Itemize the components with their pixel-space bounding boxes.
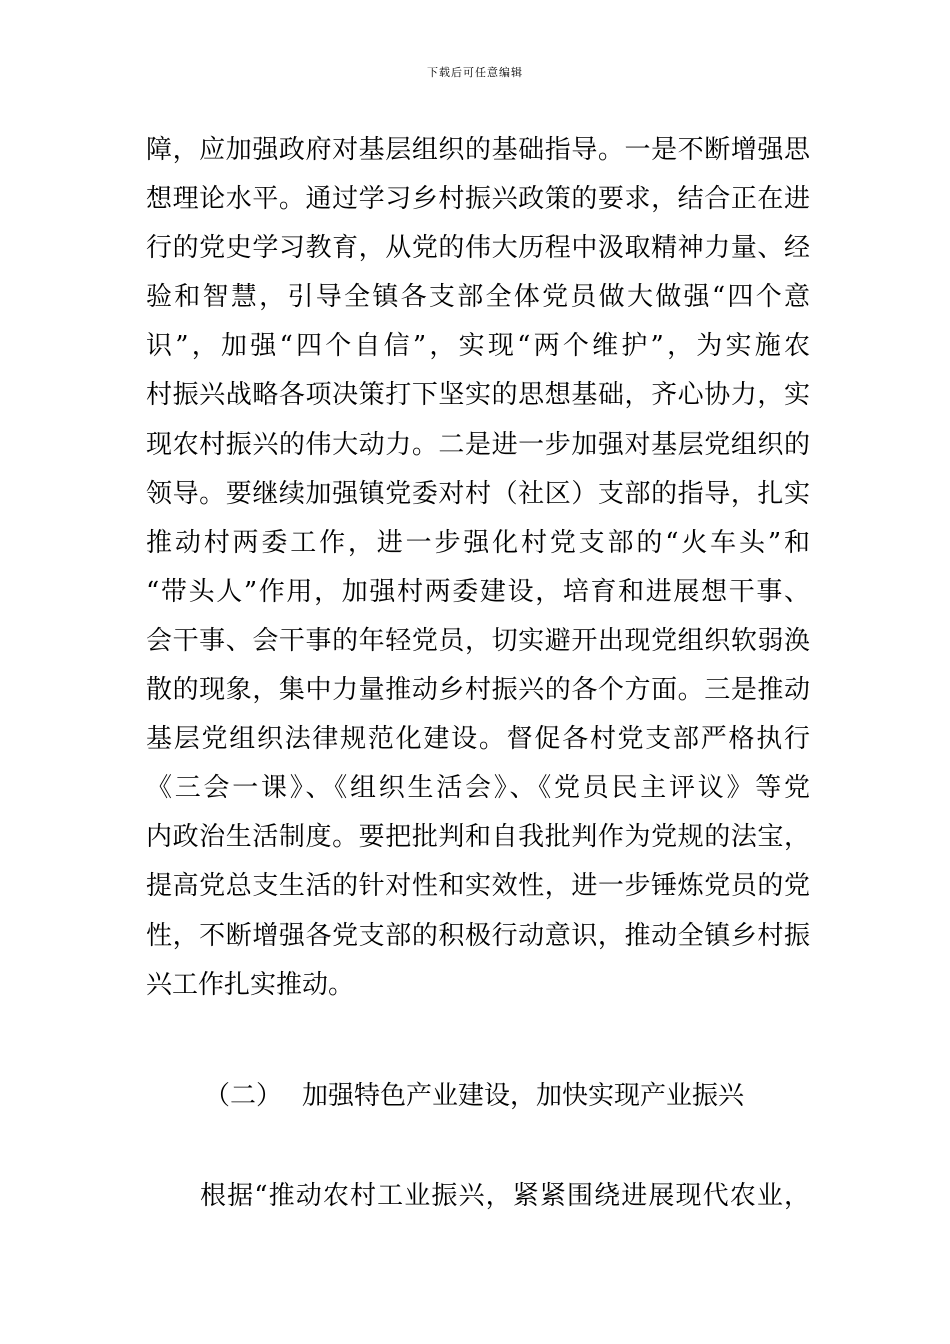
section-subheading: [204, 1072, 744, 1121]
subheading-number: （二）: [204, 1081, 283, 1111]
paragraph-line: 《三会一课》、《组织生活会》、《党员民主评议》等党: [146, 773, 810, 804]
paragraph-line: 现农村振兴的伟大动力。二是进一步加强对基层党组织的: [146, 429, 810, 460]
paragraph-line: 散的现象，集中力量推动乡村振兴的各个方面。三是推动: [146, 675, 810, 706]
paragraph-line: 想理论水平。通过学习乡村振兴政策的要求，结合正在进: [146, 184, 810, 215]
paragraph-line: 兴工作扎实推动。: [146, 969, 355, 1000]
paragraph-line: 村振兴战略各项决策打下坚实的思想基础，齐心协力，实: [146, 380, 810, 411]
paragraph-line: 行的党史学习教育，从党的伟大历程中汲取精神力量、经: [146, 233, 810, 264]
paragraph-line: 障，应加强政府对基层组织的基础指导。一是不断增强思: [146, 135, 810, 165]
paragraph-line: 验和智慧，引导全镇各支部全体党员做大做强“四个意: [146, 282, 810, 313]
paragraph-line: “带头人”作用，加强村两委建设，培育和进展想干事、: [146, 576, 810, 607]
paragraph-line: 领导。要继续加强镇党委对村（社区）支部的指导，扎实: [146, 478, 810, 509]
body-paragraph: [146, 126, 810, 1010]
paragraph-line: 基层党组织法律规范化建设。督促各村党支部严格执行: [146, 724, 810, 755]
paragraph-line: 会干事、会干事的年轻党员，切实避开出现党组织软弱涣: [146, 625, 810, 656]
paragraph-line: 推动村两委工作，进一步强化村党支部的“火车头”和: [146, 527, 810, 558]
paragraph-line: 性，不断增强各党支部的积极行动意识，推动全镇乡村振: [146, 920, 810, 951]
paragraph-line: 内政治生活制度。要把批判和自我批判作为党规的法宝，: [146, 822, 810, 853]
page-header: 下载后可任意编辑: [427, 66, 523, 79]
subheading-title: 加强特色产业建设，加快实现产业振兴: [302, 1081, 745, 1111]
paragraph-line: 根据“推动农村工业振兴，紧紧围绕进展现代农业，: [200, 1181, 810, 1211]
paragraph-line: 提高党总支生活的针对性和实效性，进一步锤炼党员的党: [146, 871, 810, 902]
paragraph-line: 识”，加强“四个自信”，实现“两个维护”，为实施农: [146, 331, 810, 362]
